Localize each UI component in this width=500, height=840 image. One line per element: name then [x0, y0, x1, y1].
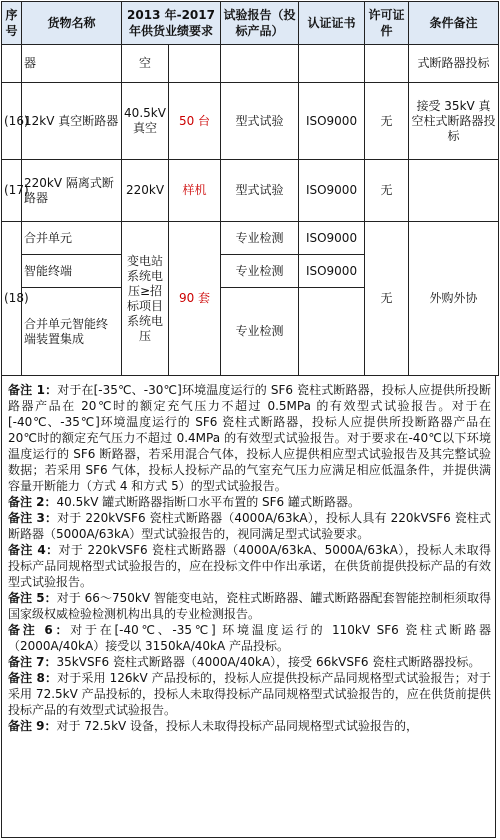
note-5 — [8, 590, 491, 622]
note-7 — [8, 654, 491, 670]
note-text: 对于在[-35℃、-30℃]环境温度运行的 SF6 瓷柱式断路器，投标人应提供所投断路器产品在 20℃时的额定充气压力不超过 0.5MPa 的有效型式试验报告。对于在[-40℃、-35℃]环境温度运行的 SF6 瓷柱式断路器，投标人应提供所投断路器产品在 20℃时的额定充气压力不超过 0.4MPa 的有效型式试验报告。对于要求在-40℃以下环境温度运行的 SF6 断路器，若采用混合气体，投标人应提供相应型式试验报告及其完整试验数据；若采用 SF6 气体，投标人投标产品的气室充气压力应满足相应低温条件，并提供满容量开断能力（方式 4 和方式 5）的型式试验报告。 — [8, 383, 491, 493]
requirement-cell: 220kV — [122, 160, 169, 222]
note-label: 备注 3： — [8, 511, 58, 525]
note-1 — [8, 382, 491, 494]
header-supply-record: 2013 年-2017 年供货业绩要求 — [122, 2, 221, 45]
goods-name-cell: 220kV 隔离式断路器 — [22, 160, 122, 222]
quantity-cell: 样机 — [169, 160, 221, 222]
note-8 — [8, 670, 491, 718]
requirement-cell: 空 — [122, 45, 169, 83]
note-label: 备注 7： — [8, 655, 57, 669]
note-label: 备注 9： — [8, 719, 57, 733]
table-row-18a — [2, 222, 499, 255]
note-label: 备注 1： — [8, 383, 58, 397]
certificate-cell: ISO9000 — [299, 222, 365, 255]
note-text: 对于采用 126kV 产品投标的，投标人应提供投标产品同规格型式试验报告；对于采用 72.5kV 产品投标的，投标人未取得投标产品同规格型式试验报告的，应在供货前提供投标产品的有效型式试验报告。 — [8, 671, 491, 717]
table-row-17 — [2, 160, 499, 222]
header-goods-name: 货物名称 — [22, 2, 122, 45]
note-3 — [8, 510, 491, 542]
header-test-report: 试验报告（投标产品） — [221, 2, 299, 45]
table-row-continued — [2, 45, 499, 83]
header-conditions: 条件备注 — [409, 2, 499, 45]
serial-cell: (16) — [2, 83, 22, 160]
note-text: 对于 66～750kV 智能变电站，瓷柱式断路器、罐式断路器配套智能控制柜须取得国家级权威检验检测机构出具的专业检测报告。 — [8, 591, 492, 621]
serial-cell: (18) — [2, 222, 22, 376]
certificate-cell: ISO9000 — [299, 160, 365, 222]
test-report-cell: 型式试验 — [221, 160, 299, 222]
note-6 — [8, 622, 491, 654]
note-label: 备注 2： — [8, 495, 57, 509]
quantity-cell: 90 套 — [169, 222, 221, 376]
note-text: 对于 220kVSF6 瓷柱式断路器（4000A/63kA），投标人具有 220kVSF6 瓷柱式断路器（5000A/63kA）型式试验报告的，视同满足型式试验要求。 — [8, 511, 491, 541]
header-license: 许可证件 — [365, 2, 409, 45]
table-row-16 — [2, 83, 499, 160]
header-serial: 序号 — [2, 2, 22, 45]
goods-name-cell: 合并单元智能终端装置集成 — [22, 288, 122, 376]
goods-name-cell: 合并单元 — [22, 222, 122, 255]
certificate-cell: ISO9000 — [299, 255, 365, 288]
note-text: 35kVSF6 瓷柱式断路器（4000A/40kA），接受 66kVSF6 瓷柱式断路器投标。 — [56, 655, 481, 669]
note-text: 40.5kV 罐式断路器指断口水平布置的 SF6 罐式断路器。 — [56, 495, 361, 509]
requirement-cell: 40.5kV 真空 — [122, 83, 169, 160]
test-report-cell: 专业检测 — [221, 222, 299, 255]
goods-name-cell: 智能终端 — [22, 255, 122, 288]
license-cell: 无 — [365, 83, 409, 160]
quantity-cell: 50 台 — [169, 83, 221, 160]
test-report-cell: 专业检测 — [221, 288, 299, 376]
note-9 — [8, 718, 491, 734]
note-4 — [8, 542, 491, 590]
requirement-cell: 变电站系统电压≥招标项目系统电压 — [122, 222, 169, 376]
header-certificate: 认证证书 — [299, 2, 365, 45]
requirements-table — [1, 1, 499, 376]
notes-section — [1, 376, 496, 838]
serial-cell: (17) — [2, 160, 22, 222]
license-cell: 无 — [365, 160, 409, 222]
note-label: 备注 6： — [8, 623, 71, 637]
test-report-cell: 型式试验 — [221, 83, 299, 160]
note-label: 备注 8： — [8, 671, 58, 685]
note-text: 对于 220kVSF6 瓷柱式断路器（4000A/63kA、5000A/63kA），投标人未取得投标产品同规格型式试验报告的，应在投标文件中作出承诺，在供货前提供投标产品的有效型式试验报告。 — [8, 543, 491, 589]
note-2 — [8, 494, 491, 510]
note-label: 备注 5： — [8, 591, 57, 605]
certificate-cell — [299, 288, 365, 376]
license-cell: 无 — [365, 222, 409, 376]
note-text: 对于 72.5kV 设备，投标人未取得投标产品同规格型式试验报告的， — [56, 719, 419, 733]
note-label: 备注 4： — [8, 543, 59, 557]
condition-cell — [409, 160, 499, 222]
condition-cell: 接受 35kV 真空柱式断路器投标 — [409, 83, 499, 160]
note-text: 对于在[-40℃、-35℃] 环境温度运行的 110kV SF6 瓷柱式断路器（2000A/40kA）接受以 3150kA/40kA 产品投标。 — [8, 623, 491, 653]
header-row — [2, 2, 499, 45]
certificate-cell: ISO9000 — [299, 83, 365, 160]
test-report-cell: 专业检测 — [221, 255, 299, 288]
condition-cell: 外购外协 — [409, 222, 499, 376]
condition-cell: 式断路器投标 — [409, 45, 499, 83]
goods-name-cell: 器 — [22, 45, 122, 83]
goods-name-cell: 12kV 真空断路器 — [22, 83, 122, 160]
